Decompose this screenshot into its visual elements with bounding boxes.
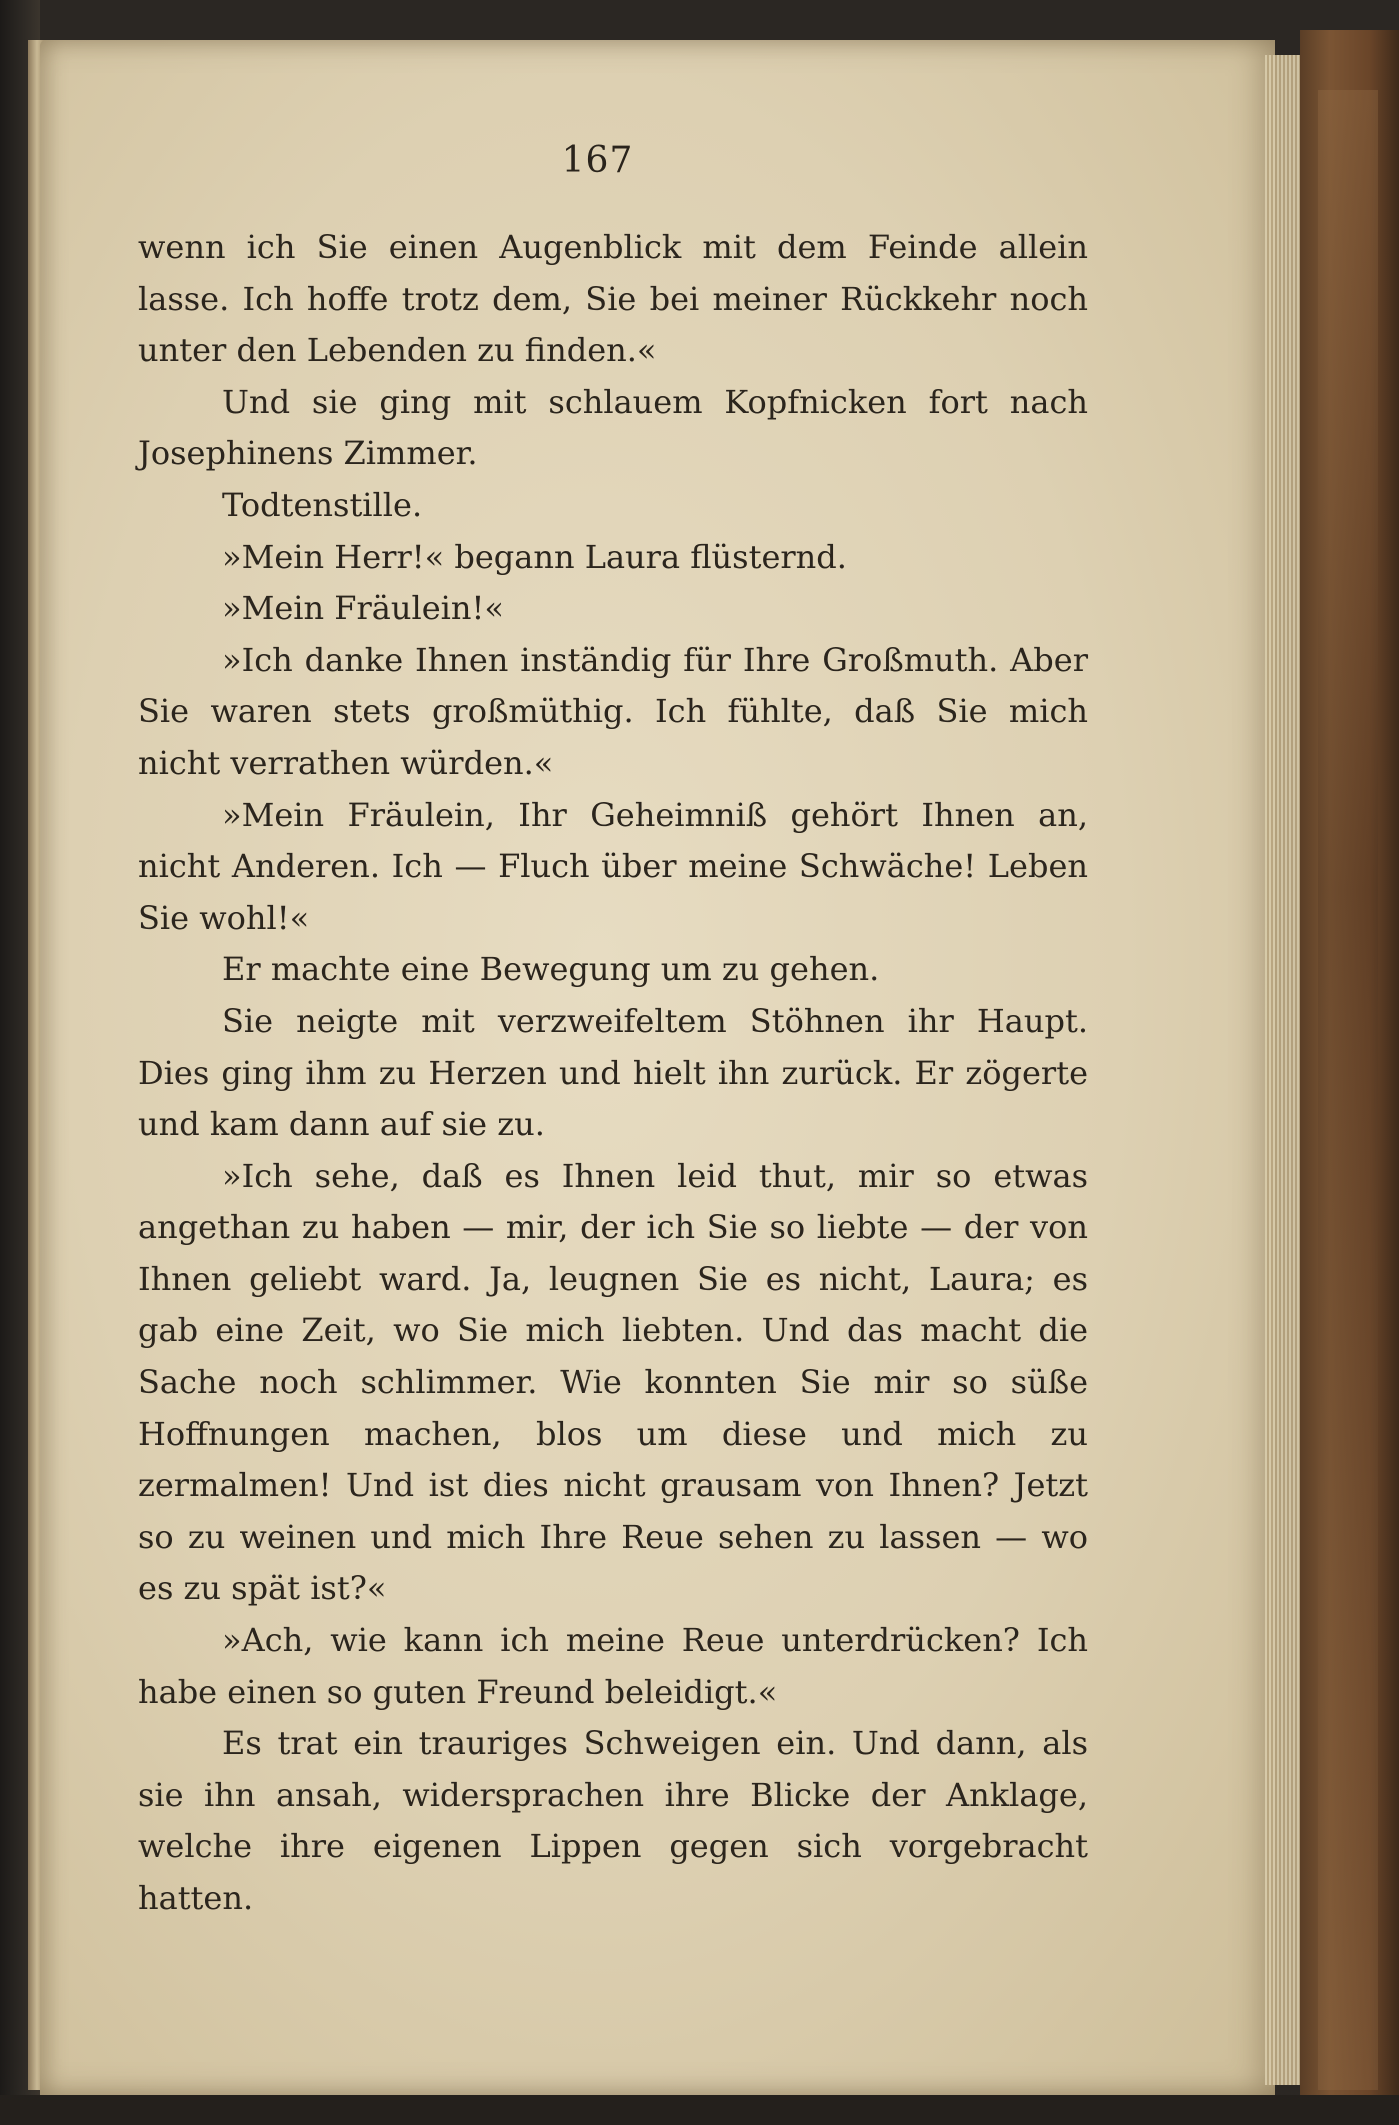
bottom-board [0, 2095, 1399, 2125]
paragraph: »Mein Fräulein, Ihr Geheimniß gehört Ihnen an, nicht Anderen. Ich — Fluch über meine Schwäche! Leben Sie wohl!« [138, 795, 1088, 937]
paragraph: »Mein Fräulein!« [222, 589, 504, 628]
paragraph: »Ach, wie kann ich meine Reue unterdrücken? Ich habe einen so guten Freund beleidigt.« [138, 1621, 1088, 1711]
paragraph: Es trat ein trauriges Schweigen ein. Und dann, als sie ihn ansah, widersprachen ihre Blicke der Anklage, welche ihre eigenen Lippen gegen sich vorgebracht hatten. [138, 1724, 1088, 1917]
paragraph: »Ich sehe, daß es Ihnen leid thut, mir so etwas angethan zu haben — mir, der ich Sie so liebte — der von Ihnen geliebt ward. Ja, leugnen Sie es nicht, Laura; es gab eine Zeit, wo Sie mich liebten. Und das macht die Sache noch schlimmer. Wie konnten Sie mir so süße Hoffnungen machen, blos um diese und mich zu zermalmen! Und ist dies nicht grausam von Ihnen? Jetzt so zu weinen und mich Ihre Reue sehen zu lassen — wo es zu spät ist?« [138, 1156, 1088, 1608]
paragraph: wenn ich Sie einen Augenblick mit dem Feinde allein lasse. Ich hoffe trotz dem, Sie bei meiner Rückkehr noch unter den Lebenden zu finden.« [138, 228, 1088, 370]
paragraph: »Ich danke Ihnen inständig für Ihre Großmuth. Aber Sie waren stets großmüthig. Ich fühlte, daß Sie mich nicht verrathen würden.« [138, 640, 1088, 782]
cover-wear [1318, 90, 1378, 2090]
paragraph: Sie neigte mit verzweifeltem Stöhnen ihr Haupt. Dies ging ihm zu Herzen und hielt ihn zurück. Er zögerte und kam dann auf sie zu. [138, 1001, 1088, 1144]
paragraph: Todtenstille. [222, 485, 423, 524]
page-number: 167 [561, 140, 634, 181]
body-text [138, 222, 1088, 1925]
paragraph: »Mein Herr!« begann Laura flüsternd. [222, 537, 847, 576]
paragraph: Er machte eine Bewegung um zu gehen. [222, 950, 880, 989]
paragraph: Und sie ging mit schlauem Kopfnicken fort nach Josephinens Zimmer. [138, 382, 1088, 473]
page-edges [1265, 55, 1305, 2085]
